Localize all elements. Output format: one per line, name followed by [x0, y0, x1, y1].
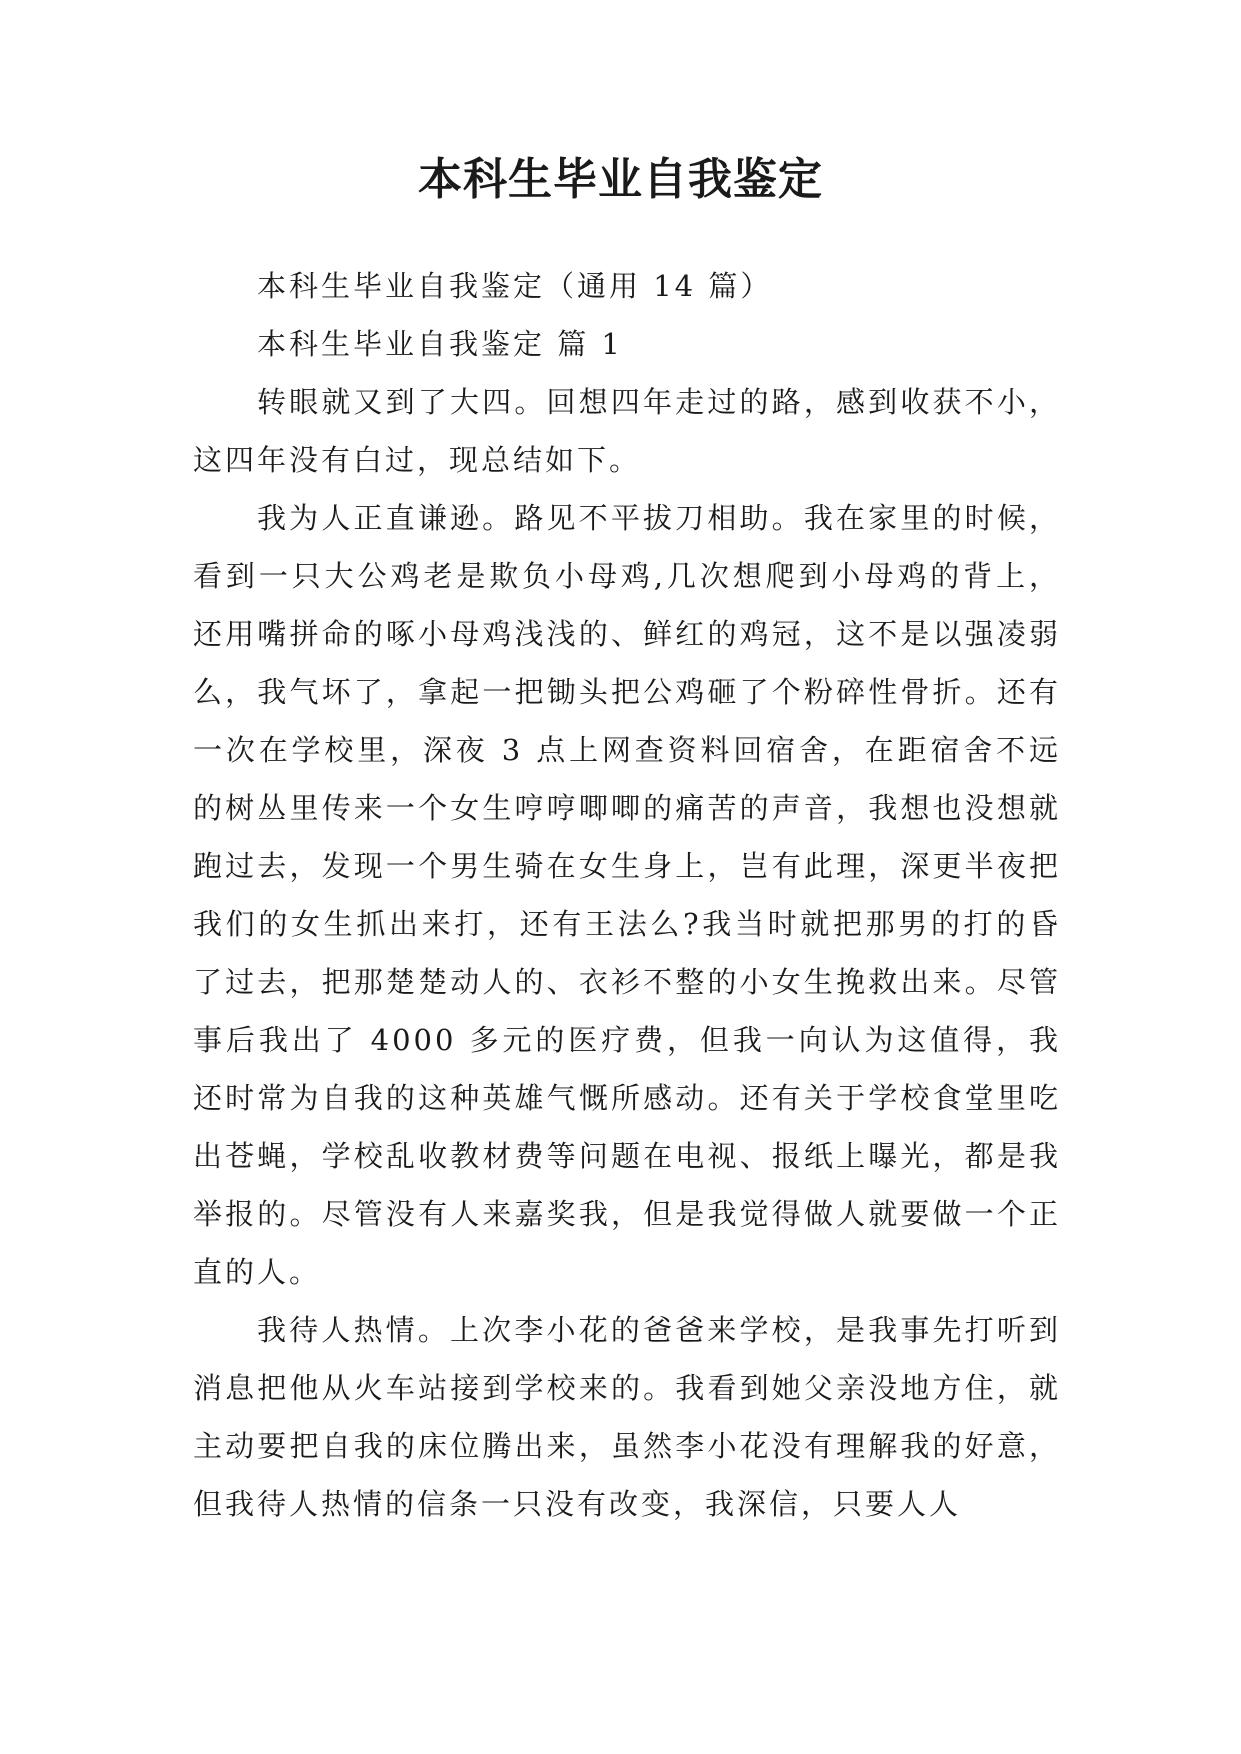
section-heading: 本科生毕业自我鉴定 篇 1 [257, 327, 623, 361]
body-paragraph: 转眼就又到了大四。回想四年走过的路，感到收获不小，这四年没有白过，现总结如下。 [193, 385, 1061, 477]
body-paragraph: 我待人热情。上次李小花的爸爸来学校，是我事先打听到消息把他从火车站接到学校来的。我看到她父亲没地方住，就主动要把自我的床位腾出来，虽然李小花没有理解我的好意，但我待人热情的信条一只没有改变，我深信，只要人人 [193, 1313, 1061, 1521]
body-paragraph: 我为人正直谦逊。路见不平拔刀相助。我在家里的时候，看到一只大公鸡老是欺负小母鸡,几次想爬到小母鸡的背上，还用嘴拼命的啄小母鸡浅浅的、鲜红的鸡冠，这不是以强凌弱么，我气坏了，拿起一把锄头把公鸡砸了个粉碎性骨折。还有一次在学校里，深夜 3 点上网查资料回宿舍，在距宿舍不远的树丛里传来一个女生哼哼唧唧的痛苦的声音，我想也没想就跑过去，发现一个男生骑在女生身上，岂有此理，深更半夜把我们的女生抓出来打，还有王法么?我当时就把那男的打的昏了过去，把那楚楚动人的、衣衫不整的小女生挽救出来。尽管事后我出了 4000 多元的医疗费，但我一向认为这值得，我还时常为自我的这种英雄气慨所感动。还有关于学校食堂里吃出苍蝇，学校乱收教材费等问题在电视、报纸上曝光，都是我举报的。尽管没有人来嘉奖我，但是我觉得做人就要做一个正直的人。 [193, 501, 1061, 1289]
document-title: 本科生毕业自我鉴定 [418, 154, 823, 205]
subtitle-paragraph: 本科生毕业自我鉴定（通用 14 篇） [257, 269, 773, 303]
document-body [193, 257, 1061, 1533]
